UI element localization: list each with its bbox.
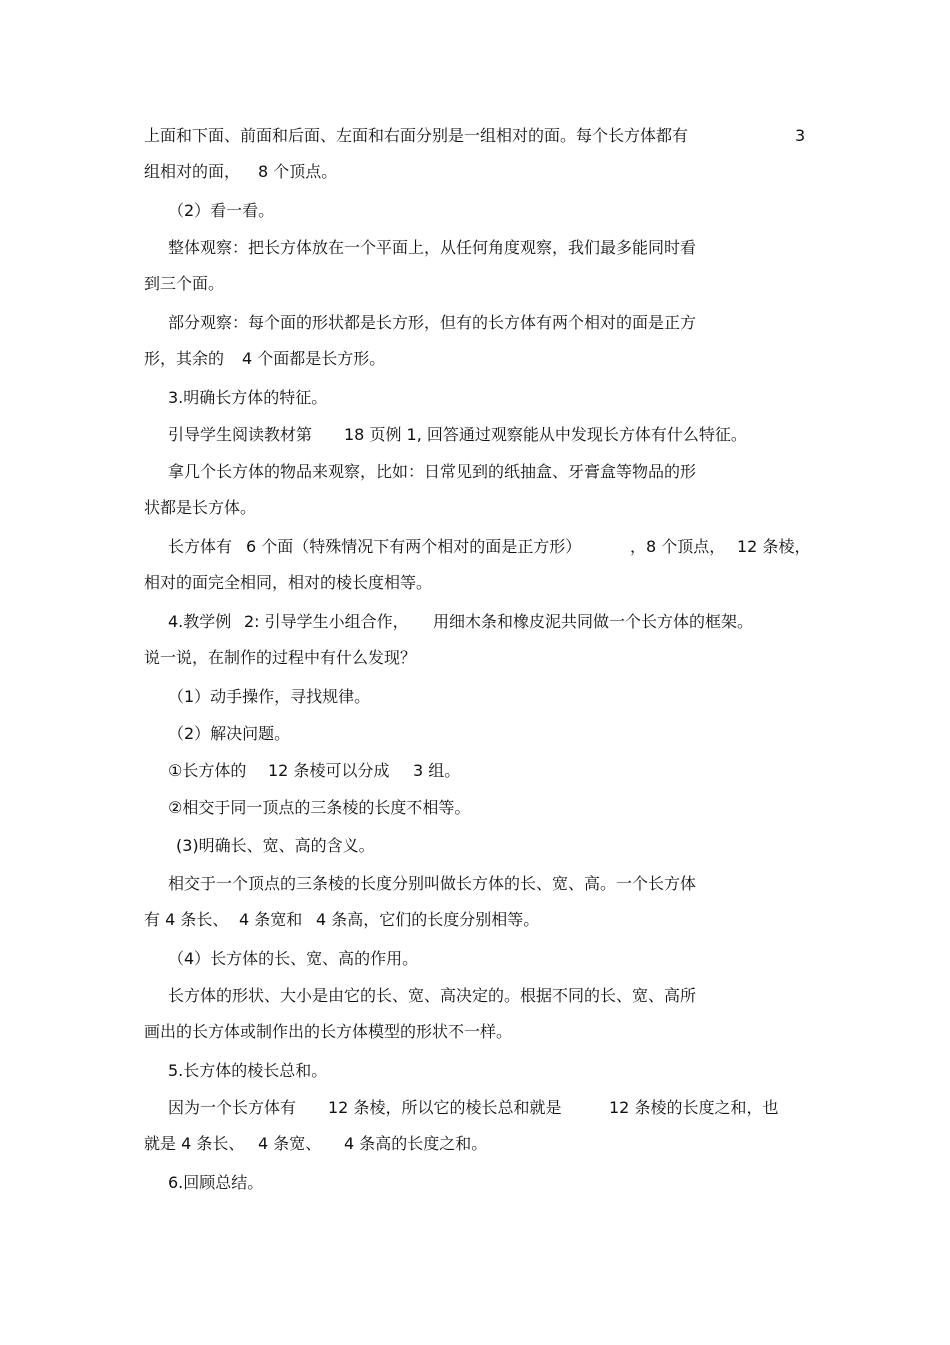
text-segment: 4 个面都是长方形。: [242, 349, 386, 368]
text-segment: 就是 4 条长、: [144, 1134, 245, 1153]
text-segment: ②相交于同一顶点的三条棱的长度不相等。: [168, 798, 471, 817]
text-segment: 相交于一个顶点的三条棱的长度分别叫做长方体的长、宽、高。一个长方体: [168, 874, 697, 893]
text-segment: （2）解决问题。: [168, 724, 291, 743]
text-segment: 4.教学例: [168, 612, 232, 631]
text-segment: 6 个面（特殊情况下有两个相对的面是正方形）: [246, 537, 582, 556]
text-segment: 18 页例 1, 回答通过观察能从中发现长方体有什么特征。: [344, 425, 747, 444]
text-segment: 整体观察：把长方体放在一个平面上，从任何角度观察，我们最多能同时看: [168, 238, 697, 257]
text-line: [0, 346, 950, 372]
text-segment: 拿几个长方体的物品来观察，比如：日常见到的纸抽盒、牙膏盒等物品的形: [168, 462, 697, 481]
text-line: [0, 758, 950, 784]
text-segment: ①长方体的: [168, 761, 247, 780]
text-segment: 8 个顶点。: [258, 162, 338, 181]
text-segment: （2）看一看。: [168, 201, 275, 220]
text-segment: 形，其余的: [144, 349, 225, 368]
text-segment: 4 条高，它们的长度分别相等。: [316, 910, 540, 929]
text-line: [0, 609, 950, 635]
text-segment: 用细木条和橡皮泥共同做一个长方体的框架。: [433, 612, 754, 631]
text-line: [0, 721, 950, 747]
text-line: [0, 645, 950, 671]
text-segment: 12 条棱，: [737, 537, 811, 556]
text-segment: 组相对的面，: [144, 162, 241, 181]
text-segment: 状都是长方体。: [144, 498, 257, 517]
text-line: [0, 385, 950, 411]
text-segment: 4 条宽和: [239, 910, 303, 929]
text-segment: 5.长方体的棱长总和。: [168, 1061, 328, 1080]
text-segment: ，8 个顶点，: [630, 537, 726, 556]
text-segment: 6.回顾总结。: [168, 1173, 264, 1192]
text-line: [0, 1131, 950, 1157]
text-line: [0, 123, 950, 149]
text-line: [0, 1170, 950, 1196]
text-line: [0, 946, 950, 972]
text-segment: 有 4 条长、: [144, 910, 229, 929]
text-segment: 2: 引导学生小组合作，: [244, 612, 409, 631]
text-segment: (3)明确长、宽、高的含义。: [176, 836, 375, 855]
text-line: [0, 1058, 950, 1084]
text-segment: 长方体有: [168, 537, 233, 556]
text-line: [0, 907, 950, 933]
text-line: [0, 795, 950, 821]
text-line: [0, 1019, 950, 1045]
text-segment: 画出的长方体或制作出的长方体模型的形状不一样。: [144, 1022, 513, 1041]
text-segment: 引导学生阅读教材第: [168, 425, 313, 444]
text-segment: 长方体的形状、大小是由它的长、宽、高决定的。根据不同的长、宽、高所: [168, 986, 697, 1005]
text-segment: 上面和下面、前面和后面、左面和右面分别是一组相对的面。每个长方体都有: [144, 126, 689, 145]
text-line: [0, 534, 950, 560]
text-line: [0, 459, 950, 485]
text-segment: 到三个面。: [144, 274, 225, 293]
text-segment: 12 条棱，所以它的棱长总和就是: [328, 1098, 562, 1117]
text-segment: （4）长方体的长、宽、高的作用。: [168, 949, 419, 968]
text-segment: 3: [795, 126, 806, 145]
text-segment: 相对的面完全相同，相对的棱长度相等。: [144, 573, 433, 592]
text-line: [0, 495, 950, 521]
text-segment: 4 条高的长度之和。: [344, 1134, 488, 1153]
text-line: [0, 833, 950, 859]
text-line: [0, 570, 950, 596]
text-line: [0, 310, 950, 336]
text-line: [0, 983, 950, 1009]
text-segment: 3.明确长方体的特征。: [168, 388, 328, 407]
text-segment: 说一说，在制作的过程中有什么发现？: [144, 648, 417, 667]
text-segment: （1）动手操作，寻找规律。: [168, 687, 371, 706]
text-segment: 12 条棱的长度之和，也: [609, 1098, 779, 1117]
text-line: [0, 684, 950, 710]
text-line: [0, 271, 950, 297]
text-line: [0, 159, 950, 185]
text-segment: 4 条宽、: [258, 1134, 322, 1153]
text-segment: 12 条棱可以分成: [268, 761, 390, 780]
text-line: [0, 235, 950, 261]
text-line: [0, 1095, 950, 1121]
text-line: [0, 871, 950, 897]
text-segment: 部分观察：每个面的形状都是长方形，但有的长方体有两个相对的面是正方: [168, 313, 697, 332]
text-segment: 3 组。: [413, 761, 461, 780]
text-line: [0, 198, 950, 224]
text-segment: 因为一个长方体有: [168, 1098, 297, 1117]
text-line: [0, 422, 950, 448]
